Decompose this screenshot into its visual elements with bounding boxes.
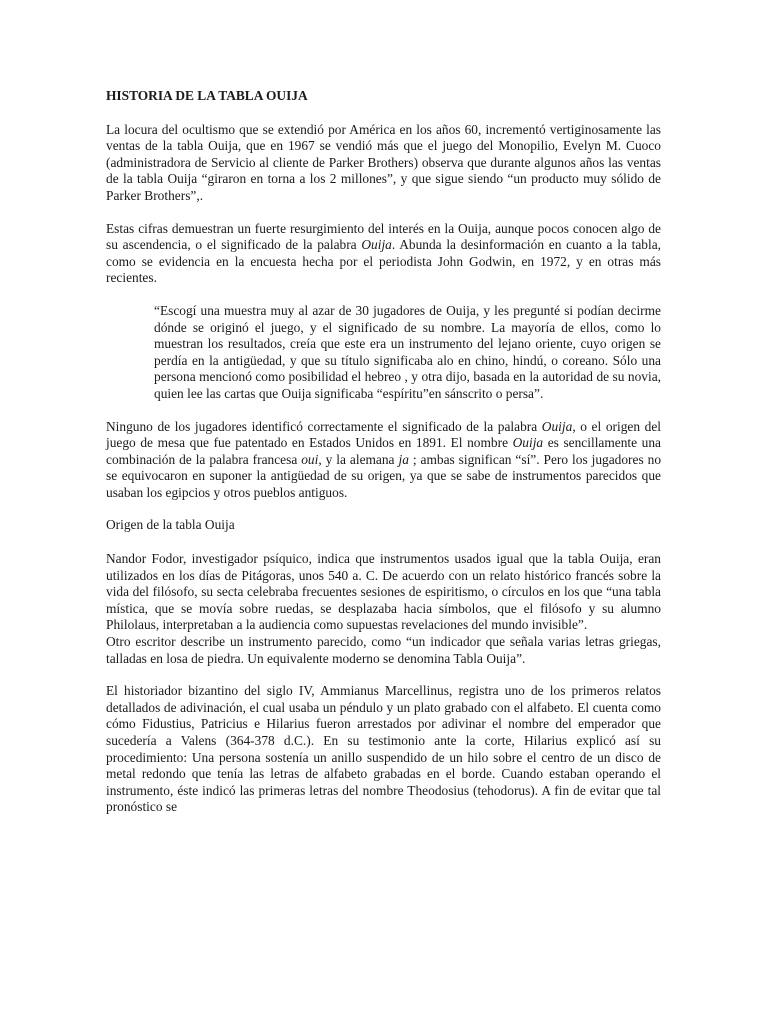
paragraph-2-text-a: Estas cifras demuestran un fuerte resurgimiento del interés en la Ouija, aunque pocos conocen algo de su ascendencia, o el significado de la palabra [106, 220, 661, 253]
paragraph-3-text-4: , y la alemana [318, 451, 399, 467]
paragraph-3-italic-2: Ouija [512, 435, 544, 451]
paragraph-3-text-3: es sencillamente una combinación de la palabra francesa [106, 435, 661, 467]
paragraph-2 [106, 221, 661, 287]
paragraph-3-text-5: ; ambas significan “sí”. Pero los jugadores no se equivocaron en suponer la antigüedad de su origen, ya que se sabe de instrumentos parecidos que usaban los egipcios y otros pueblos antiguos. [106, 451, 662, 500]
paragraph-3-text-1: Ninguno de los jugadores identificó correctamente el significado de la palabra [106, 418, 542, 434]
paragraph-6: El historiador bizantino del siglo IV, Ammianus Marcellinus, registra uno de los primeros relatos detallados de adivinación, el cual usaba un péndulo y un plato grabado con el alfabeto. El cuenta como cómo Fidustius, Patricius e Hilarius fueron arrestados por adivinar el nombre del emperador que sucedería a Valens (364-378 d.C.). En su testimonio ante la corte, Hilarius explicó así su procedimiento: Una persona sostenía un anillo suspendido de un hilo sobre el centro de un disco de metal redondo que tenía las letras de alfabeto grabadas en el borde. Cuando estaban operando el instrumento, éste indicó las primeras letras del nombre Theodosius (tehodorus). A fin de evitar que tal pronóstico se [106, 683, 661, 815]
document-title: HISTORIA DE LA TABLA OUIJA [106, 88, 308, 103]
paragraph-3-text-2: , o el origen del juego de mesa que fue patentado en Estados Unidos en 1891. El nombre [106, 418, 661, 451]
paragraph-3-italic-3: oui [301, 451, 319, 467]
paragraph-2-italic: Ouija [361, 237, 392, 253]
section-subtitle: Origen de la tabla Ouija [106, 517, 235, 533]
paragraph-1: La locura del ocultismo que se extendió por América en los años 60, incrementó vertiginosamente las ventas de la tabla Ouija, que en 1967 se vendió más que el juego del Monopilio, Evelyn M. Cuoco (administradora de Servicio al cliente de Parker Brothers) observa que durante algunos años las ventas de la tabla Ouija “giraron en torna a los 2 millones”, y que sigue siendo “un producto muy sólido de Parker Brothers”,. [106, 121, 661, 203]
paragraph-4: Nandor Fodor, investigador psíquico, indica que instrumentos usados igual que la tabla Ouija, eran utilizados en los días de Pitágoras, unos 540 a. C. De acuerdo con un relato histórico francés sobre la vida del filósofo, su secta celebraba frecuentes sesiones de espiritismo, o círculos en los que “una tabla mística, que se movía sobre ruedas, se desplazaba hacia símbolos, que el filósofo y su alumno Philolaus, interpretaban a la audiencia como supuestas revelaciones del mundo invisible”. [106, 551, 661, 633]
paragraph-3-italic-1: Ouija [541, 418, 573, 434]
paragraph-3 [106, 419, 661, 502]
block-quote: “Escogí una muestra muy al azar de 30 jugadores de Ouija, y les pregunté si podían decirme dónde se originó el juego, y el significado de su nombre. La mayoría de ellos, como lo muestran los resultados, creía que este era un instrumento del lejano oriente, cuyo origen se perdía en la antigüedad, y que su título significaba alo en chino, hindú, o coreano. Sólo una persona mencionó como posibilidad el hebreo , y otra dijo, basada en la autoridad de su novia, quien lee las cartas que Ouija significaba “espíritu”en sánscrito o persa”. [154, 302, 661, 401]
paragraph-5: Otro escritor describe un instrumento parecido, como “un indicador que señala varias letras griegas, talladas en losa de piedra. Un equivalente moderno se denomina Tabla Ouija”. [106, 634, 661, 666]
document-page [106, 88, 661, 816]
paragraph-2-text-b: . Abunda la desinformación en cuanto a la tabla, como se evidencia en la encuesta hecha por el periodista John Godwin, en 1972, y en otras más recientes. [106, 237, 661, 286]
paragraph-3-italic-4: ja [398, 451, 409, 467]
